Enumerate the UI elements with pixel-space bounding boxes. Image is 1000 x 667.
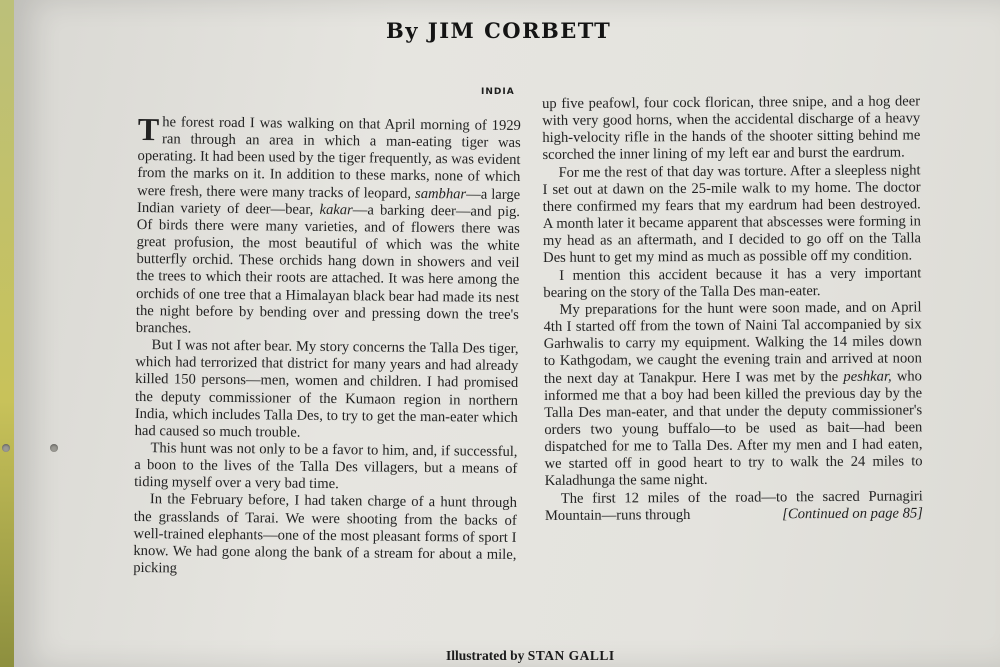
article-column-left bbox=[133, 111, 521, 581]
section-label: INDIA bbox=[481, 87, 515, 97]
illustrator-credit: Illustrated by STAN GALLI bbox=[446, 648, 615, 663]
paragraph: The first 12 miles of the road—to the sacred Purnagiri Mountain—runs through [Continued on page 85] bbox=[544, 487, 923, 524]
punch-hole bbox=[50, 444, 58, 452]
article-column-right bbox=[542, 93, 923, 525]
paragraph: In the February before, I had taken charge of a hunt through the grasslands of Tarai. We were shooting from the backs of well-trained elephants—one of the most pleasant forms of sport I know. We had gone along the bank of a stream for about a mile, picking bbox=[133, 491, 518, 577]
drop-cap: T bbox=[137, 111, 160, 148]
paragraph: This hunt was not only to be a favor to him, and, if successful, a boon to the lives of the Talla Des villagers, but a means of tiding myself over a very bad time. bbox=[134, 440, 518, 493]
paragraph: But I was not after bear. My story concerns the Talla Des tiger, which had terrorized that district for many years and had already killed 150 persons—men, women and children. I had promised the deputy commissioner of the Kumaon region in northern India, which includes Talla Des, to try to get the man-eater which had caused so much trouble. bbox=[134, 337, 519, 441]
continued-note: [Continued on page 85] bbox=[782, 505, 923, 523]
punch-hole bbox=[2, 444, 10, 452]
green-margin-strip bbox=[0, 0, 14, 667]
paragraph: I mention this accident because it has a very important bearing on the story of the Talla Des man-eater. bbox=[543, 264, 922, 301]
paragraph: My preparations for the hunt were soon made, and on April 4th I started off from the town of Naini Tal accompanied by six Garhwalis to carry my equipment. Walking the 14 miles down to Kathgodam, we caught the evening train and arrived at noon the next day at Tanakpur. Here I was met by the peshkar, who informed me that a boy had been killed the previous day by the Talla Des man-eater, and that under the deputy commissioner's orders two young buffalo—to be used as bait—had been dispatched for me to Talla Des. After my men and I had eaten, we started off in good heart to try to walk the 24 miles to Kaladhunga the same night. bbox=[543, 299, 923, 490]
paragraph: up five peafowl, four cock florican, three snipe, and a hog deer with very good horns, when the accidental discharge of a heavy high-velocity rifle in the hands of the shooter sitting behind me scorched the inner lining of my left ear and burst the eardrum. bbox=[542, 93, 921, 164]
paragraph: The forest road I was walking on that April morning of 1929 ran through an area in which a man-eating tiger was operating. It had been used by the tiger frequently, as was evident from the marks on it. In addition to these marks, none of which were fresh, there were many tracks of leopard, sambhar—a large Indian variety of deer—bear, kakar—a barking deer—and pig. Of birds there were many varieties, and of flowers there was great profusion, the most beautiful of which was the white butterfly orchid. These orchids hang down in showers and veil the trees to which their roots are attached. It was here among the orchids of one tree that a Himalayan black bear had made its nest the night before by bending over and pressing down the tree's branches. bbox=[135, 111, 521, 337]
paragraph: For me the rest of that day was torture. After a sleepless night I set out at dawn on the 25-mile walk to my home. The doctor there confirmed my fears that my eardrum had been destroyed. A month later it became apparent that abscesses were forming in my head as an aftermath, and I decided to go off on the Talla Des hunt to get my mind as much as possible off my condition. bbox=[542, 161, 922, 267]
byline: By JIM CORBETT bbox=[386, 18, 612, 43]
